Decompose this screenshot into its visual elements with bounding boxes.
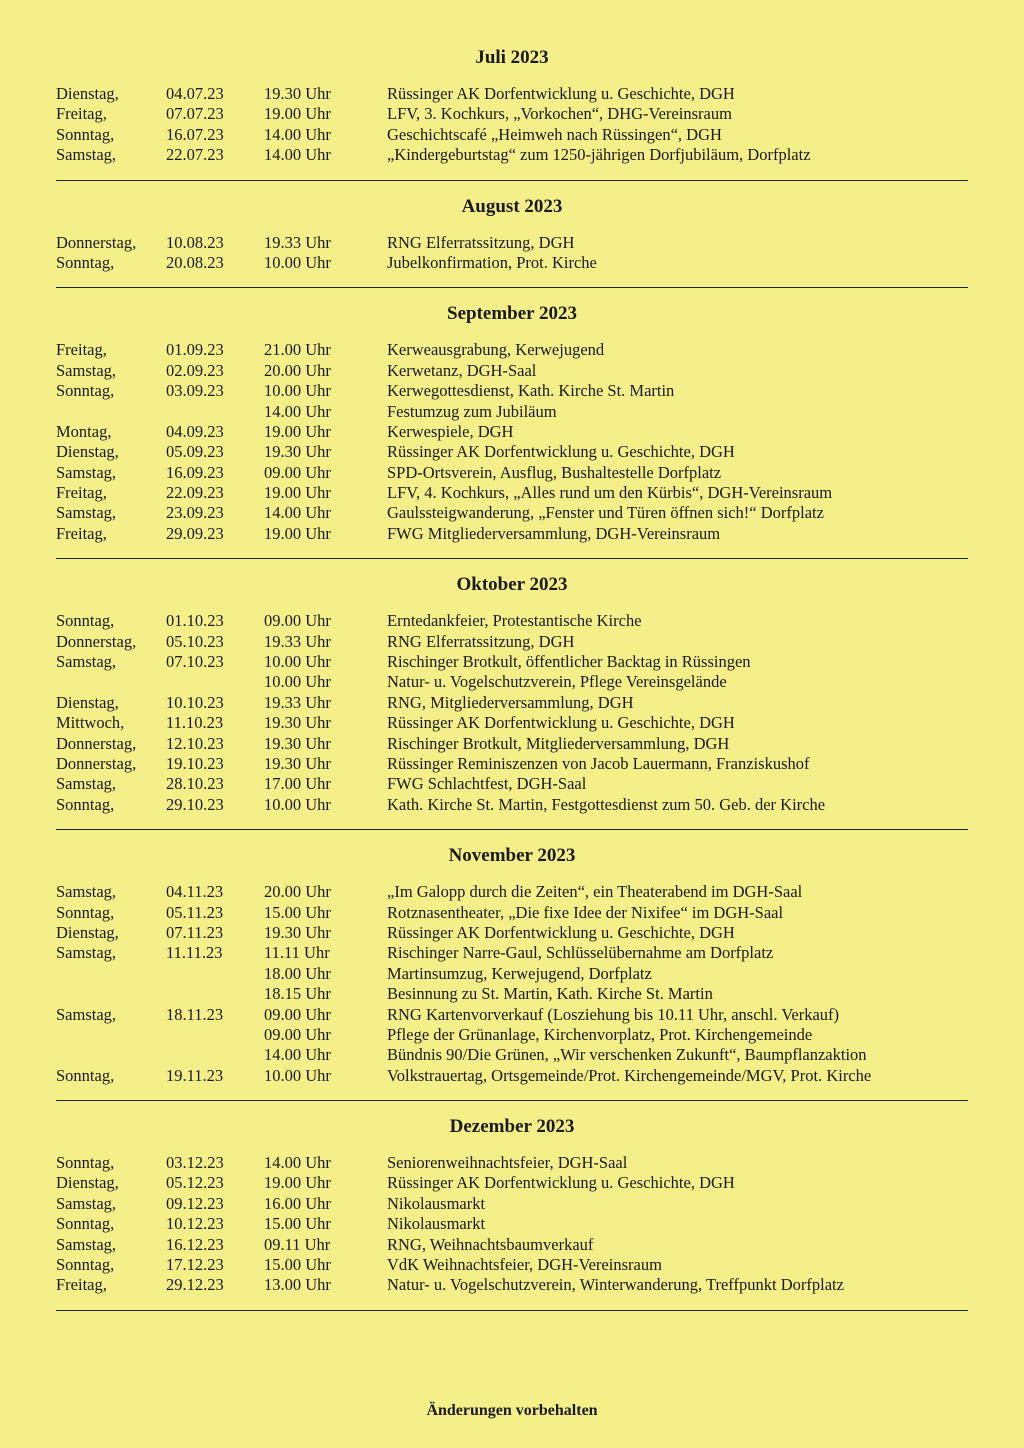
event-description: VdK Weihnachtsfeier, DGH-Vereinsraum — [387, 1255, 662, 1275]
event-row — [56, 422, 968, 442]
event-description: Rüssinger AK Dorfentwicklung u. Geschichte, DGH — [387, 1173, 735, 1193]
month-title: Oktober 2023 — [456, 574, 568, 596]
event-time: 15.00 Uhr — [264, 1214, 331, 1234]
event-time: 20.00 Uhr — [264, 360, 331, 380]
event-date: 01.09.23 — [166, 340, 224, 360]
event-description: FWG Mitgliederversammlung, DGH-Vereinsraum — [387, 523, 721, 543]
event-row — [56, 1005, 968, 1025]
event-time: 14.00 Uhr — [264, 1045, 331, 1065]
event-description: Rischinger Brotkult, Mitgliederversammlung, DGH — [387, 733, 730, 753]
event-row — [56, 1194, 968, 1214]
event-time: 14.00 Uhr — [264, 124, 331, 144]
event-day: Freitag, — [56, 483, 107, 503]
event-date: 29.09.23 — [166, 523, 224, 543]
event-date: 11.11.23 — [166, 943, 223, 963]
event-row — [56, 463, 968, 483]
event-description: Jubelkonfirmation, Prot. Kirche — [387, 252, 597, 272]
event-description: Rüssinger AK Dorfentwicklung u. Geschichte, DGH — [387, 713, 735, 733]
event-time: 09.00 Uhr — [264, 1004, 331, 1024]
event-day: Dienstag, — [56, 922, 119, 942]
event-time: 15.00 Uhr — [264, 1255, 331, 1275]
event-description: Rüssinger AK Dorfentwicklung u. Geschichte, DGH — [387, 442, 735, 462]
event-description: Rischinger Narre-Gaul, Schlüsselübernahme am Dorfplatz — [387, 943, 774, 963]
event-day — [56, 672, 166, 692]
event-description: Festumzug zum Jubiläum — [387, 401, 557, 421]
event-day: Freitag, — [56, 340, 107, 360]
event-time: 10.00 Uhr — [264, 252, 331, 272]
event-row — [56, 1025, 968, 1045]
section-divider — [56, 287, 968, 288]
event-description: RNG Kartenvorverkauf (Losziehung bis 10.11 Uhr, anschl. Verkauf) — [387, 1004, 840, 1024]
event-date: 10.08.23 — [166, 232, 224, 252]
event-date: 05.09.23 — [166, 442, 224, 462]
event-day: Sonntag, — [56, 794, 115, 814]
month-section — [56, 573, 968, 830]
event-description: „Im Galopp durch die Zeiten“, ein Theaterabend im DGH-Saal — [387, 882, 803, 902]
event-row — [56, 84, 968, 104]
event-time: 14.00 Uhr — [264, 401, 331, 421]
event-row — [56, 713, 968, 733]
event-row — [56, 233, 968, 253]
event-description: RNG Elferratssitzung, DGH — [387, 232, 575, 252]
event-date: 16.12.23 — [166, 1234, 224, 1254]
event-date: 19.10.23 — [166, 753, 224, 773]
event-row — [56, 984, 968, 1004]
event-time: 14.00 Uhr — [264, 145, 331, 165]
event-time: 11.11 Uhr — [264, 943, 330, 963]
event-row — [56, 943, 968, 963]
event-date: 05.11.23 — [166, 902, 224, 922]
event-day: Samstag, — [56, 882, 117, 902]
event-time: 19.00 Uhr — [264, 1173, 331, 1193]
event-time: 19.30 Uhr — [264, 733, 331, 753]
event-description: Seniorenweihnachtsfeier, DGH-Saal — [387, 1153, 628, 1173]
event-row — [56, 652, 968, 672]
event-date: 05.12.23 — [166, 1173, 224, 1193]
event-date: 17.12.23 — [166, 1255, 224, 1275]
event-time: 16.00 Uhr — [264, 1193, 331, 1213]
event-time: 19.30 Uhr — [264, 84, 331, 103]
section-divider — [56, 1100, 968, 1101]
event-row — [56, 1235, 968, 1255]
month-title: Juli 2023 — [475, 47, 549, 68]
event-time: 18.00 Uhr — [264, 963, 331, 983]
event-time: 21.00 Uhr — [264, 340, 331, 360]
event-day: Dienstag, — [56, 1173, 119, 1193]
event-date: 12.10.23 — [166, 733, 224, 753]
event-description: Gaulssteigwanderung, „Fenster und Türen öffnen sich!“ Dorfplatz — [387, 503, 824, 523]
event-description: Kerwespiele, DGH — [387, 421, 514, 441]
event-description: Kath. Kirche St. Martin, Festgottesdienst zum 50. Geb. der Kirche — [387, 794, 826, 814]
event-time: 19.33 Uhr — [264, 692, 331, 712]
event-time: 20.00 Uhr — [264, 882, 331, 902]
event-day: Sonntag, — [56, 1065, 115, 1085]
event-description: Rüssinger AK Dorfentwicklung u. Geschichte, DGH — [387, 922, 735, 942]
event-description: Martinsumzug, Kerwejugend, Dorfplatz — [387, 963, 652, 983]
event-list — [56, 233, 968, 274]
event-description: Pflege der Grünanlage, Kirchenvorplatz, Prot. Kirchengemeinde — [387, 1024, 813, 1044]
event-date: 01.10.23 — [166, 611, 224, 631]
event-day: Donnerstag, — [56, 631, 137, 651]
event-date — [166, 984, 264, 1004]
event-description: Natur- u. Vogelschutzverein, Pflege Vereinsgelände — [387, 672, 727, 692]
event-description: RNG, Mitgliederversammlung, DGH — [387, 692, 634, 712]
event-row — [56, 795, 968, 815]
event-description: Kerwetanz, DGH-Saal — [387, 360, 537, 380]
event-row — [56, 964, 968, 984]
event-date: 22.07.23 — [166, 145, 224, 165]
event-row — [56, 524, 968, 544]
event-row — [56, 923, 968, 943]
event-date — [166, 964, 264, 984]
event-row — [56, 1275, 968, 1295]
event-date: 20.08.23 — [166, 252, 224, 272]
event-day: Samstag, — [56, 360, 117, 380]
event-day: Freitag, — [56, 1275, 107, 1295]
event-time: 09.11 Uhr — [264, 1234, 331, 1254]
event-day: Samstag, — [56, 462, 117, 482]
event-date: 04.09.23 — [166, 421, 224, 441]
event-day — [56, 984, 166, 1004]
event-day: Freitag, — [56, 523, 107, 543]
event-day: Sonntag, — [56, 611, 115, 631]
event-day: Samstag, — [56, 1193, 117, 1213]
event-description: RNG Elferratssitzung, DGH — [387, 631, 575, 651]
event-date: 29.12.23 — [166, 1275, 224, 1295]
event-date: 03.12.23 — [166, 1153, 224, 1173]
event-time: 10.00 Uhr — [264, 1065, 331, 1085]
event-day: Sonntag, — [56, 1214, 115, 1234]
event-day: Donnerstag, — [56, 232, 137, 252]
event-row — [56, 381, 968, 401]
event-description: Volkstrauertag, Ortsgemeinde/Prot. Kirchengemeinde/MGV, Prot. Kirche — [387, 1065, 872, 1085]
event-date: 10.12.23 — [166, 1214, 224, 1234]
event-time: 10.00 Uhr — [264, 672, 331, 692]
event-day: Donnerstag, — [56, 753, 137, 773]
event-row — [56, 402, 968, 422]
event-date: 22.09.23 — [166, 483, 224, 503]
event-description: Erntedankfeier, Protestantische Kirche — [387, 611, 642, 631]
event-description: Nikolausmarkt — [387, 1214, 486, 1234]
event-date: 28.10.23 — [166, 774, 224, 794]
event-row — [56, 693, 968, 713]
event-time: 14.00 Uhr — [264, 503, 331, 523]
event-day — [56, 1045, 166, 1065]
event-date: 10.10.23 — [166, 692, 224, 712]
event-row — [56, 1255, 968, 1275]
event-date: 09.12.23 — [166, 1193, 224, 1213]
event-time: 09.00 Uhr — [264, 462, 331, 482]
month-title: September 2023 — [447, 303, 577, 325]
event-date: 16.09.23 — [166, 462, 224, 482]
event-description: Kerwegottesdienst, Kath. Kirche St. Martin — [387, 381, 675, 401]
section-divider — [56, 829, 968, 830]
event-description: SPD-Ortsverein, Ausflug, Bushaltestelle Dorfplatz — [387, 462, 722, 482]
month-title: November 2023 — [448, 845, 576, 867]
month-sections — [56, 46, 968, 1311]
event-row — [56, 774, 968, 794]
event-description: Rüssinger Reminiszenzen von Jacob Lauermann, Franziskushof — [387, 753, 810, 773]
event-day — [56, 964, 166, 984]
event-day: Sonntag, — [56, 1255, 115, 1275]
event-time: 19.33 Uhr — [264, 232, 331, 252]
event-day: Samstag, — [56, 1234, 117, 1254]
event-time: 15.00 Uhr — [264, 902, 331, 922]
event-date: 07.07.23 — [166, 104, 224, 124]
event-time: 19.30 Uhr — [264, 753, 331, 773]
event-list — [56, 882, 968, 1086]
event-time: 14.00 Uhr — [264, 1153, 331, 1173]
event-row — [56, 361, 968, 381]
event-day: Dienstag, — [56, 692, 119, 712]
event-time: 10.00 Uhr — [264, 652, 331, 672]
event-row — [56, 632, 968, 652]
event-description: Natur- u. Vogelschutzverein, Winterwanderung, Treffpunkt Dorfplatz — [387, 1275, 844, 1295]
event-list — [56, 611, 968, 815]
event-description: FWG Schlachtfest, DGH-Saal — [387, 774, 587, 794]
event-time: 19.00 Uhr — [264, 523, 331, 543]
month-section — [56, 844, 968, 1101]
event-description: LFV, 4. Kochkurs, „Alles rund um den Kürbis“, DGH-Vereinsraum — [387, 483, 833, 503]
event-time: 19.30 Uhr — [264, 713, 331, 733]
event-list — [56, 84, 968, 166]
event-row — [56, 253, 968, 273]
event-row — [56, 1173, 968, 1193]
section-divider — [56, 1310, 968, 1311]
event-time: 19.00 Uhr — [264, 421, 331, 441]
event-date: 07.11.23 — [166, 922, 224, 942]
event-date: 07.10.23 — [166, 652, 224, 672]
event-row — [56, 104, 968, 124]
event-date: 02.09.23 — [166, 360, 224, 380]
event-day: Sonntag, — [56, 902, 115, 922]
event-date: 03.09.23 — [166, 381, 224, 401]
event-date: 19.11.23 — [166, 1065, 224, 1085]
month-title: Dezember 2023 — [449, 1116, 575, 1138]
event-day — [56, 402, 166, 422]
event-row — [56, 1045, 968, 1065]
event-row — [56, 125, 968, 145]
event-row — [56, 442, 968, 462]
event-day: Dienstag, — [56, 84, 119, 103]
event-row — [56, 145, 968, 165]
event-list — [56, 340, 968, 544]
event-row — [56, 483, 968, 503]
event-description: RNG, Weihnachtsbaumverkauf — [387, 1234, 594, 1254]
event-date: 04.11.23 — [166, 882, 224, 902]
event-day: Sonntag, — [56, 252, 115, 272]
event-day: Samstag, — [56, 652, 117, 672]
event-date: 05.10.23 — [166, 631, 224, 651]
event-date: 11.10.23 — [166, 713, 224, 733]
event-row — [56, 1066, 968, 1086]
event-time: 19.30 Uhr — [264, 442, 331, 462]
event-date: 18.11.23 — [166, 1004, 224, 1024]
month-section — [56, 195, 968, 289]
event-day: Samstag, — [56, 503, 117, 523]
event-row — [56, 734, 968, 754]
event-day: Sonntag, — [56, 124, 115, 144]
month-section — [56, 46, 968, 181]
event-list — [56, 1153, 968, 1296]
event-time: 10.00 Uhr — [264, 381, 331, 401]
event-time: 17.00 Uhr — [264, 774, 331, 794]
event-description: „Kindergeburtstag“ zum 1250-jährigen Dorfjubiläum, Dorfplatz — [387, 145, 811, 165]
event-date: 29.10.23 — [166, 794, 224, 814]
event-time: 09.00 Uhr — [264, 611, 331, 631]
event-date: 04.07.23 — [166, 84, 224, 103]
event-date: 16.07.23 — [166, 124, 224, 144]
month-section — [56, 302, 968, 559]
event-description: Rischinger Brotkult, öffentlicher Backtag in Rüssingen — [387, 652, 751, 672]
event-date — [166, 402, 264, 422]
event-day: Freitag, — [56, 104, 107, 124]
event-date: 23.09.23 — [166, 503, 224, 523]
event-date — [166, 672, 264, 692]
event-row — [56, 1214, 968, 1234]
event-time: 18.15 Uhr — [264, 984, 331, 1004]
event-row — [56, 503, 968, 523]
event-day: Samstag, — [56, 943, 117, 963]
month-section — [56, 1115, 968, 1311]
event-day: Mittwoch, — [56, 713, 125, 733]
event-row — [56, 672, 968, 692]
event-row — [56, 754, 968, 774]
event-row — [56, 340, 968, 360]
event-time: 19.00 Uhr — [264, 483, 331, 503]
event-time: 19.33 Uhr — [264, 631, 331, 651]
event-day: Samstag, — [56, 145, 117, 165]
event-row — [56, 611, 968, 631]
event-day: Sonntag, — [56, 381, 115, 401]
event-day: Dienstag, — [56, 442, 119, 462]
event-time: 19.00 Uhr — [264, 104, 331, 124]
month-title: August 2023 — [461, 195, 563, 217]
event-day: Montag, — [56, 421, 112, 441]
event-description: Bündnis 90/Die Grünen, „Wir verschenken Zukunft“, Baumpflanzaktion — [387, 1045, 867, 1065]
footer-note: Änderungen vorbehalten — [426, 1402, 598, 1419]
event-description: Kerweausgrabung, Kerwejugend — [387, 340, 605, 360]
event-description: Besinnung zu St. Martin, Kath. Kirche St. Martin — [387, 984, 713, 1004]
event-day: Samstag, — [56, 774, 117, 794]
event-time: 19.30 Uhr — [264, 922, 331, 942]
section-divider — [56, 180, 968, 181]
event-time: 09.00 Uhr — [264, 1024, 331, 1044]
event-description: Rüssinger AK Dorfentwicklung u. Geschichte, DGH — [387, 84, 735, 103]
event-day: Donnerstag, — [56, 733, 137, 753]
event-date — [166, 1025, 264, 1045]
event-description: Geschichtscafé „Heimweh nach Rüssingen“, DGH — [387, 124, 722, 144]
event-row — [56, 1153, 968, 1173]
event-day — [56, 1025, 166, 1045]
event-description: LFV, 3. Kochkurs, „Vorkochen“, DHG-Vereinsraum — [387, 104, 732, 124]
event-date — [166, 1045, 264, 1065]
event-day: Sonntag, — [56, 1153, 115, 1173]
event-time: 13.00 Uhr — [264, 1275, 331, 1295]
section-divider — [56, 558, 968, 559]
event-row — [56, 882, 968, 902]
event-description: Rotznasentheater, „Die fixe Idee der Nixifee“ im DGH-Saal — [387, 902, 784, 922]
event-description: Nikolausmarkt — [387, 1193, 486, 1213]
event-day: Samstag, — [56, 1004, 117, 1024]
event-row — [56, 903, 968, 923]
event-time: 10.00 Uhr — [264, 794, 331, 814]
